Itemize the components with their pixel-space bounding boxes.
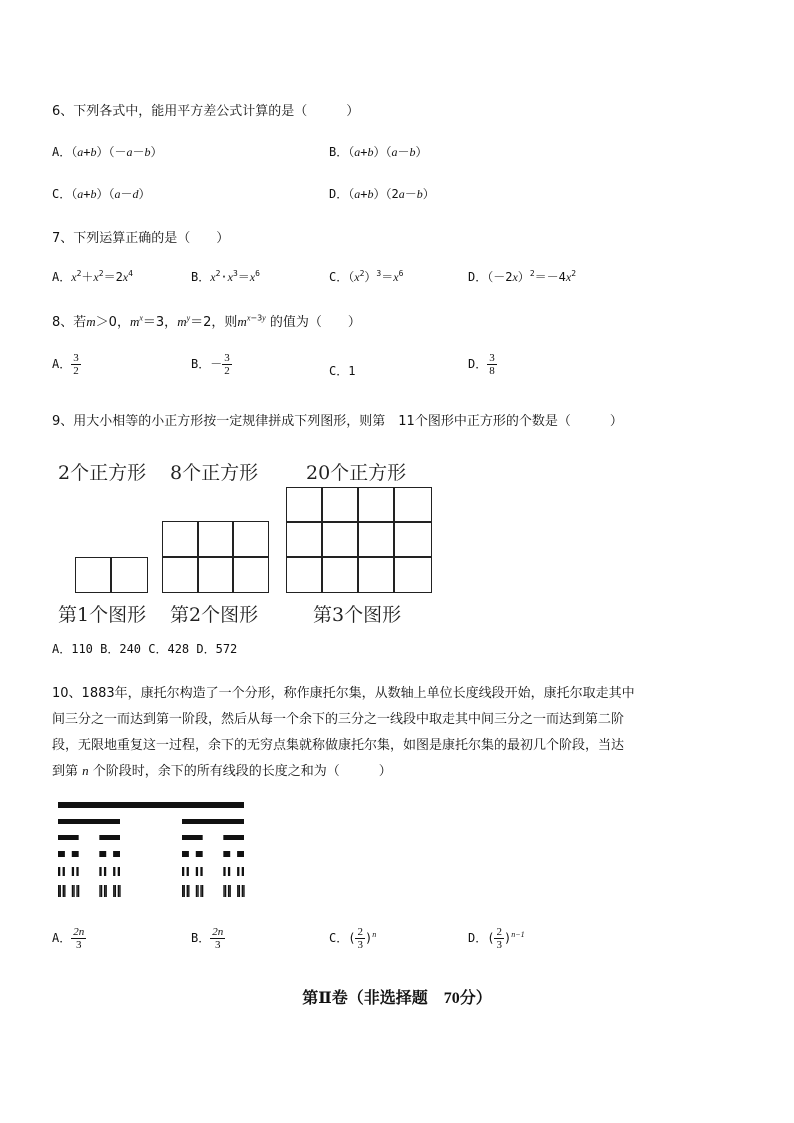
fig2-top-label: 8个正方形 — [170, 462, 259, 484]
q8-stem: 8、若m＞0，$m^x=3$，$m^y=2$，则$m^{x-3y}$ 的值为（ ） — [52, 313, 361, 330]
q6-option-b: B．（a+b）（a－b） — [329, 145, 428, 159]
q7-option-c: C．$(x^2)^3=x^6$ — [329, 269, 404, 284]
cantor-segment-stage-5 — [202, 885, 203, 897]
q9-options: A．110 B．240 C．428 D．572 — [52, 642, 238, 656]
cantor-segment-stage-5 — [78, 885, 79, 897]
cantor-segment-stage-5 — [237, 885, 238, 897]
square — [162, 521, 199, 558]
q10-line-3: 段，无限地重复这一过程，余下的无穷点集就称做康托尔集，如图是康托尔集的最初几个阶段，当达 — [52, 738, 625, 753]
cantor-segment-stage-5 — [200, 885, 201, 897]
q6-option-a: A．（a+b）（－a－b） — [52, 145, 163, 159]
cantor-segment-stage-5 — [99, 885, 100, 897]
fig2-bottom-label: 第2个图形 — [170, 604, 259, 626]
cantor-segment-stage-0 — [58, 802, 244, 808]
fig1-top-label: 2个正方形 — [58, 462, 147, 484]
square — [321, 556, 359, 593]
cantor-segment-stage-5 — [105, 885, 106, 897]
square — [321, 487, 359, 523]
square — [357, 556, 395, 593]
cantor-segment-stage-2 — [58, 835, 79, 840]
cantor-segment-stage-4 — [237, 867, 239, 876]
cantor-segment-stage-5 — [72, 885, 73, 897]
q10-line-2: 间三分之一而达到第一阶段，然后从每一个余下的三分之一线段中取走其中间三分之一而达到第二阶 — [52, 712, 625, 727]
cantor-segment-stage-5 — [187, 885, 188, 897]
cantor-segment-stage-5 — [73, 885, 74, 897]
cantor-segment-stage-5 — [76, 885, 77, 897]
section-title: 第Ⅱ卷（非选择题 70分） — [302, 990, 492, 1007]
cantor-segment-stage-4 — [200, 867, 202, 876]
q7-stem: 7、下列运算正确的是（ ） — [52, 231, 230, 246]
cantor-segment-stage-2 — [99, 835, 120, 840]
cantor-segment-stage-5 — [104, 885, 105, 897]
q9-stem: 9、用大小相等的小正方形按一定规律拼成下列图形，则第 11个图形中正方形的个数是（ ） — [52, 414, 623, 429]
square — [286, 521, 323, 558]
cantor-segment-stage-5 — [119, 885, 120, 897]
cantor-segment-stage-4 — [63, 867, 65, 876]
q6-option-c: C．（a+b）（a－d） — [52, 187, 151, 201]
square — [321, 521, 359, 558]
cantor-segment-stage-5 — [239, 885, 240, 897]
cantor-segment-stage-4 — [223, 867, 225, 876]
q7-option-a: A．$x^2+x^2=2x^4$ — [52, 269, 133, 284]
cantor-segment-stage-4 — [196, 867, 198, 876]
cantor-segment-stage-5 — [184, 885, 185, 897]
cantor-segment-stage-4 — [72, 867, 74, 876]
cantor-segment-stage-5 — [243, 885, 244, 897]
square — [75, 557, 112, 593]
square — [357, 487, 395, 523]
square — [197, 521, 234, 558]
cantor-segment-stage-5 — [101, 885, 102, 897]
fig3-bottom-label: 第3个图形 — [313, 604, 402, 626]
cantor-segment-stage-3 — [58, 851, 65, 857]
q8-option-b: B．－ $\frac{3}{2}$ — [191, 352, 230, 377]
q10-option-c: C．( $\frac{2}{3}$ )$^n$ — [329, 926, 377, 951]
q10-line-4: 到第 n 个阶段时，余下的所有线段的长度之和为（ ） — [52, 763, 392, 779]
square — [110, 557, 148, 593]
cantor-segment-stage-5 — [225, 885, 226, 897]
cantor-segment-stage-4 — [99, 867, 101, 876]
cantor-segment-stage-4 — [242, 867, 244, 876]
cantor-segment-stage-5 — [229, 885, 230, 897]
cantor-segment-stage-1 — [58, 819, 120, 824]
square — [393, 556, 432, 593]
cantor-segment-stage-3 — [72, 851, 79, 857]
cantor-segment-stage-5 — [60, 885, 61, 897]
cantor-segment-stage-5 — [63, 885, 64, 897]
cantor-segment-stage-5 — [182, 885, 183, 897]
cantor-segment-stage-3 — [182, 851, 189, 857]
square — [286, 556, 323, 593]
cantor-segment-stage-5 — [196, 885, 197, 897]
square — [232, 521, 269, 558]
square — [357, 521, 395, 558]
square — [393, 487, 432, 523]
cantor-segment-stage-5 — [223, 885, 224, 897]
cantor-segment-stage-3 — [237, 851, 244, 857]
cantor-segment-stage-5 — [58, 885, 59, 897]
cantor-segment-stage-5 — [115, 885, 116, 897]
q7-option-b: B．$x^2\cdot x^3=x^6$ — [191, 269, 260, 284]
cantor-segment-stage-5 — [242, 885, 243, 897]
cantor-segment-stage-3 — [99, 851, 106, 857]
cantor-segment-stage-5 — [197, 885, 198, 897]
square — [232, 556, 269, 593]
cantor-segment-stage-5 — [113, 885, 114, 897]
q7-option-d: D．$(-2x)^2=-4x^2$ — [468, 269, 577, 284]
fig1-bottom-label: 第1个图形 — [58, 604, 147, 626]
cantor-segment-stage-4 — [113, 867, 115, 876]
cantor-segment-stage-1 — [182, 819, 244, 824]
q10-line-1: 10、1883年，康托尔构造了一个分形，称作康托尔集，从数轴上单位长度线段开始，康托尔取走其中 — [52, 686, 635, 701]
cantor-segment-stage-3 — [113, 851, 120, 857]
cantor-segment-stage-4 — [76, 867, 78, 876]
cantor-segment-stage-3 — [196, 851, 203, 857]
square — [197, 556, 234, 593]
cantor-segment-stage-4 — [104, 867, 106, 876]
square — [286, 487, 323, 523]
cantor-segment-stage-5 — [64, 885, 65, 897]
cantor-segment-stage-5 — [228, 885, 229, 897]
cantor-segment-stage-4 — [58, 867, 60, 876]
q10-option-d: D．( $\frac{2}{3}$ )$^{n-1}$ — [468, 926, 525, 951]
cantor-segment-stage-4 — [118, 867, 120, 876]
square — [393, 521, 432, 558]
cantor-segment-stage-4 — [187, 867, 189, 876]
q10-option-b: B． $\frac{2n}{3}$ — [191, 926, 224, 951]
fig3-top-label: 20个正方形 — [306, 462, 407, 484]
square — [162, 556, 199, 593]
q6-stem: 6、下列各式中，能用平方差公式计算的是（ ） — [52, 104, 360, 119]
cantor-segment-stage-2 — [182, 835, 203, 840]
q6-option-d: D．（a+b）（2a－b） — [329, 187, 435, 201]
q8-option-a: A． $\frac{3}{2}$ — [52, 352, 79, 377]
q8-option-d: D． $\frac{3}{8}$ — [468, 352, 495, 377]
cantor-segment-stage-5 — [118, 885, 119, 897]
cantor-segment-stage-5 — [188, 885, 189, 897]
cantor-segment-stage-4 — [228, 867, 230, 876]
cantor-segment-stage-3 — [223, 851, 230, 857]
cantor-set-figure — [56, 800, 248, 900]
cantor-segment-stage-2 — [223, 835, 244, 840]
q8-option-c: C．1 — [329, 364, 356, 378]
q10-option-a: A． $\frac{2n}{3}$ — [52, 926, 85, 951]
cantor-segment-stage-4 — [182, 867, 184, 876]
